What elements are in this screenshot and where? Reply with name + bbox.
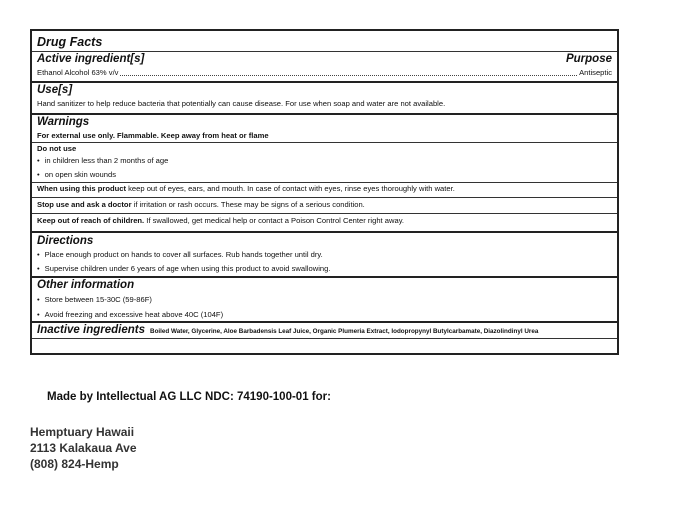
section-divider <box>32 276 617 278</box>
divider <box>32 213 617 214</box>
divider <box>32 338 617 339</box>
company-name: Hemptuary Hawaii <box>30 425 135 439</box>
stop-use-line <box>37 200 612 210</box>
do-not-use-heading: Do not use <box>37 144 77 153</box>
inactive-ingredients-heading: Inactive ingredients <box>37 324 146 336</box>
active-ingredient-value: Ethanol Alcohol 63% v/v <box>37 68 119 77</box>
company-street: 2113 Kalakaua Ave <box>30 441 137 455</box>
purpose-heading: Purpose <box>565 53 612 65</box>
directions-item: • Place enough product on hands to cover all surfaces. Rub hands together until dry. <box>37 250 612 260</box>
stop-use-label: Stop use and ask a doctor <box>37 200 132 209</box>
when-using-text: keep out of eyes, ears, and mouth. In case of contact with eyes, rinse eyes thoroughly with water. <box>126 184 455 193</box>
section-divider <box>32 231 617 233</box>
manufacturer-line: Made by Intellectual AG LLC NDC: 74190-100-01 for: <box>47 391 331 403</box>
other-information-heading: Other information <box>37 279 135 291</box>
warnings-external: For external use only. Flammable. Keep away from heat or flame <box>37 131 269 140</box>
drug-facts-title: Drug Facts <box>37 35 103 49</box>
section-divider <box>32 113 617 115</box>
uses-heading: Use[s] <box>37 84 73 96</box>
other-information-item: • Avoid freezing and excessive heat above 40C (104F) <box>37 310 612 320</box>
divider <box>32 197 617 198</box>
divider <box>32 182 617 183</box>
keep-out-text: If swallowed, get medical help or contact a Poison Control Center right away. <box>144 216 405 225</box>
divider <box>32 142 617 143</box>
when-using-line <box>37 184 612 194</box>
drug-facts-panel <box>30 29 619 355</box>
keep-out-label: Keep out of reach of children. <box>37 216 145 225</box>
dot-leader <box>120 75 577 76</box>
section-divider <box>32 81 617 83</box>
warnings-heading: Warnings <box>37 116 90 128</box>
active-ingredient-row <box>37 68 612 78</box>
divider <box>32 51 617 52</box>
do-not-use-item: • on open skin wounds <box>37 170 612 180</box>
active-ingredient-header-row <box>37 53 612 66</box>
company-phone: (808) 824-Hemp <box>30 457 119 471</box>
keep-out-line <box>37 216 612 226</box>
inactive-ingredients-row <box>37 324 612 337</box>
active-ingredient-heading: Active ingredient[s] <box>37 53 145 65</box>
when-using-label: When using this product <box>37 184 127 193</box>
directions-heading: Directions <box>37 235 94 247</box>
section-divider <box>32 321 617 323</box>
other-information-item: • Store between 15-30C (59-86F) <box>37 295 612 305</box>
stop-use-text: if irritation or rash occurs. These may be signs of a serious condition. <box>131 200 365 209</box>
uses-text: Hand sanitizer to help reduce bacteria that potentially can cause disease. For use when soap and water are not available. <box>37 99 446 108</box>
purpose-value: Antiseptic <box>579 68 612 77</box>
directions-item: • Supervise children under 6 years of age when using this product to avoid swallowing. <box>37 264 612 274</box>
inactive-ingredients-text: Boiled Water, Glycerine, Aloe Barbadensis Leaf Juice, Organic Plumeria Extract, Iodopropynyl Butylcarbamate, Diazolindinyl Urea <box>150 328 539 335</box>
do-not-use-item: • in children less than 2 months of age <box>37 156 612 166</box>
